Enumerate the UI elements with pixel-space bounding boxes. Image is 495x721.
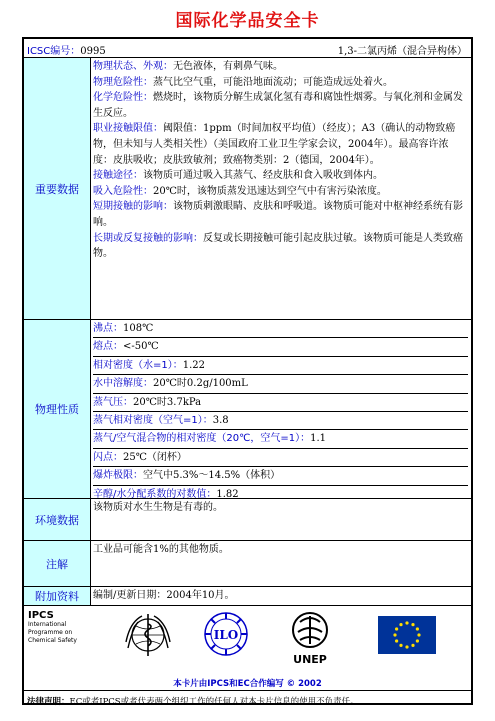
card-title: 国际化学品安全卡 xyxy=(175,11,320,31)
eu-star xyxy=(395,639,398,642)
eu-flag-icon xyxy=(378,616,436,654)
environment-text: 该物质对水生生物是有毒的。 xyxy=(93,502,223,513)
physical-properties-content xyxy=(91,320,471,498)
physical-properties-label: 物理性质 xyxy=(24,320,91,498)
property-line: 蒸气/空气混合物的相对密度（20℃，空气=1）：1.1 xyxy=(93,430,468,448)
additional-label: 附加资料 xyxy=(24,587,91,605)
legal-text: EC或者IPCS或者代表两个组织工作的任何人对本卡片信息的使用不负责任。 xyxy=(69,697,359,707)
cooperation-note: 本卡片由IPCS和EC合作编写 © 2002 xyxy=(173,679,322,689)
notes-row xyxy=(24,541,471,587)
property-line: 沸点：108℃ xyxy=(93,320,468,338)
important-item: 长期或反复接触的影响：反复或长期接触可能引起皮肤过敏。该物质可能是人类致癌物。 xyxy=(93,232,463,260)
eu-star xyxy=(399,644,402,647)
important-data-row xyxy=(24,58,471,320)
additional-text: 编制/更新日期：2004年10月。 xyxy=(93,590,235,601)
important-item: 接触途径：该物质可通过吸入其蒸气、经皮肤和食入吸收到体内。 xyxy=(93,170,383,182)
notes-label: 注解 xyxy=(24,541,91,586)
property-line: 相对密度（水=1）：1.22 xyxy=(93,357,468,375)
who-emblem-icon xyxy=(122,612,174,658)
eu-star xyxy=(416,639,419,642)
svg-text:UNEP: UNEP xyxy=(293,653,327,666)
additional-row xyxy=(24,587,471,606)
chemical-name: 1,3-二氯丙烯（混合异构体） xyxy=(337,46,467,57)
eu-star xyxy=(395,627,398,630)
ilo-emblem-icon xyxy=(202,610,250,658)
svg-text:ILO: ILO xyxy=(213,628,239,642)
eu-star xyxy=(405,621,408,624)
eu-star xyxy=(399,623,402,626)
property-line: 蒸气相对密度（空气=1）：3.8 xyxy=(93,412,468,430)
notes-text: 工业品可能含1%的其他物质。 xyxy=(93,544,229,555)
eu-star xyxy=(416,627,419,630)
property-line: 辛醇/水分配系数的对数值：1.82 xyxy=(93,488,239,500)
legal-row xyxy=(24,691,471,705)
environment-row xyxy=(24,499,471,541)
important-item: 吸入危险性：20℃时，该物质蒸发迅速达到空气中有害污染浓度。 xyxy=(93,185,387,197)
ipcs-logo: IPCS International Programme on Chemical Safety xyxy=(28,610,77,644)
eu-star xyxy=(411,644,414,647)
physical-properties-row xyxy=(24,320,471,499)
logos-row xyxy=(24,606,471,691)
property-line: 熔点：<-50℃ xyxy=(93,338,468,356)
icsc-value: 0995 xyxy=(80,46,106,57)
icsc-number xyxy=(27,42,106,57)
important-item: 物理状态、外观：无色液体，有刺鼻气味。 xyxy=(93,61,283,72)
property-line: 蒸气压：20℃时3.7kPa xyxy=(93,394,468,412)
eu-star xyxy=(411,623,414,626)
header-row xyxy=(24,39,471,58)
legal-notice xyxy=(27,695,359,707)
important-item: 职业接触限值：阈限值：1ppm（时间加权平均值）（经皮）；A3（确认的动物致癌物，但未知与人类相关性）（美国政府工业卫生学家会议，2004年）。最高容许浓度：皮肤吸收；皮肤致敏剂；致癌物类别：2（德国，2004年）。 xyxy=(93,123,456,166)
property-line: 爆炸极限：空气中5.3%～14.5%（体积） xyxy=(93,467,468,485)
eu-star xyxy=(417,633,420,636)
legal-label: 法律声明： xyxy=(27,697,70,707)
important-item: 短期接触的影响：该物质刺激眼睛、皮肤和呼吸道。该物质可能对中枢神经系统有影响。 xyxy=(93,201,463,228)
important-data-content xyxy=(91,58,471,319)
icsc-label: ICSC编号： xyxy=(27,46,81,57)
environment-label: 环境数据 xyxy=(24,499,91,540)
important-data-label: 重要数据 xyxy=(24,58,91,319)
safety-card xyxy=(22,37,473,705)
unep-emblem-icon xyxy=(286,610,334,666)
important-item: 物理危险性：蒸气比空气重，可能沿地面流动；可能造成远处着火。 xyxy=(93,76,393,88)
eu-star xyxy=(405,645,408,648)
property-line: 水中溶解度：20℃时0.2g/100mL xyxy=(93,375,468,393)
eu-star xyxy=(393,633,396,636)
property-line: 闪点：25℃（闭杯） xyxy=(93,449,468,467)
important-item: 化学危险性：燃烧时，该物质分解生成氯化氢有毒和腐蚀性烟雾。与氧化剂和金属发生反应。 xyxy=(93,92,463,119)
